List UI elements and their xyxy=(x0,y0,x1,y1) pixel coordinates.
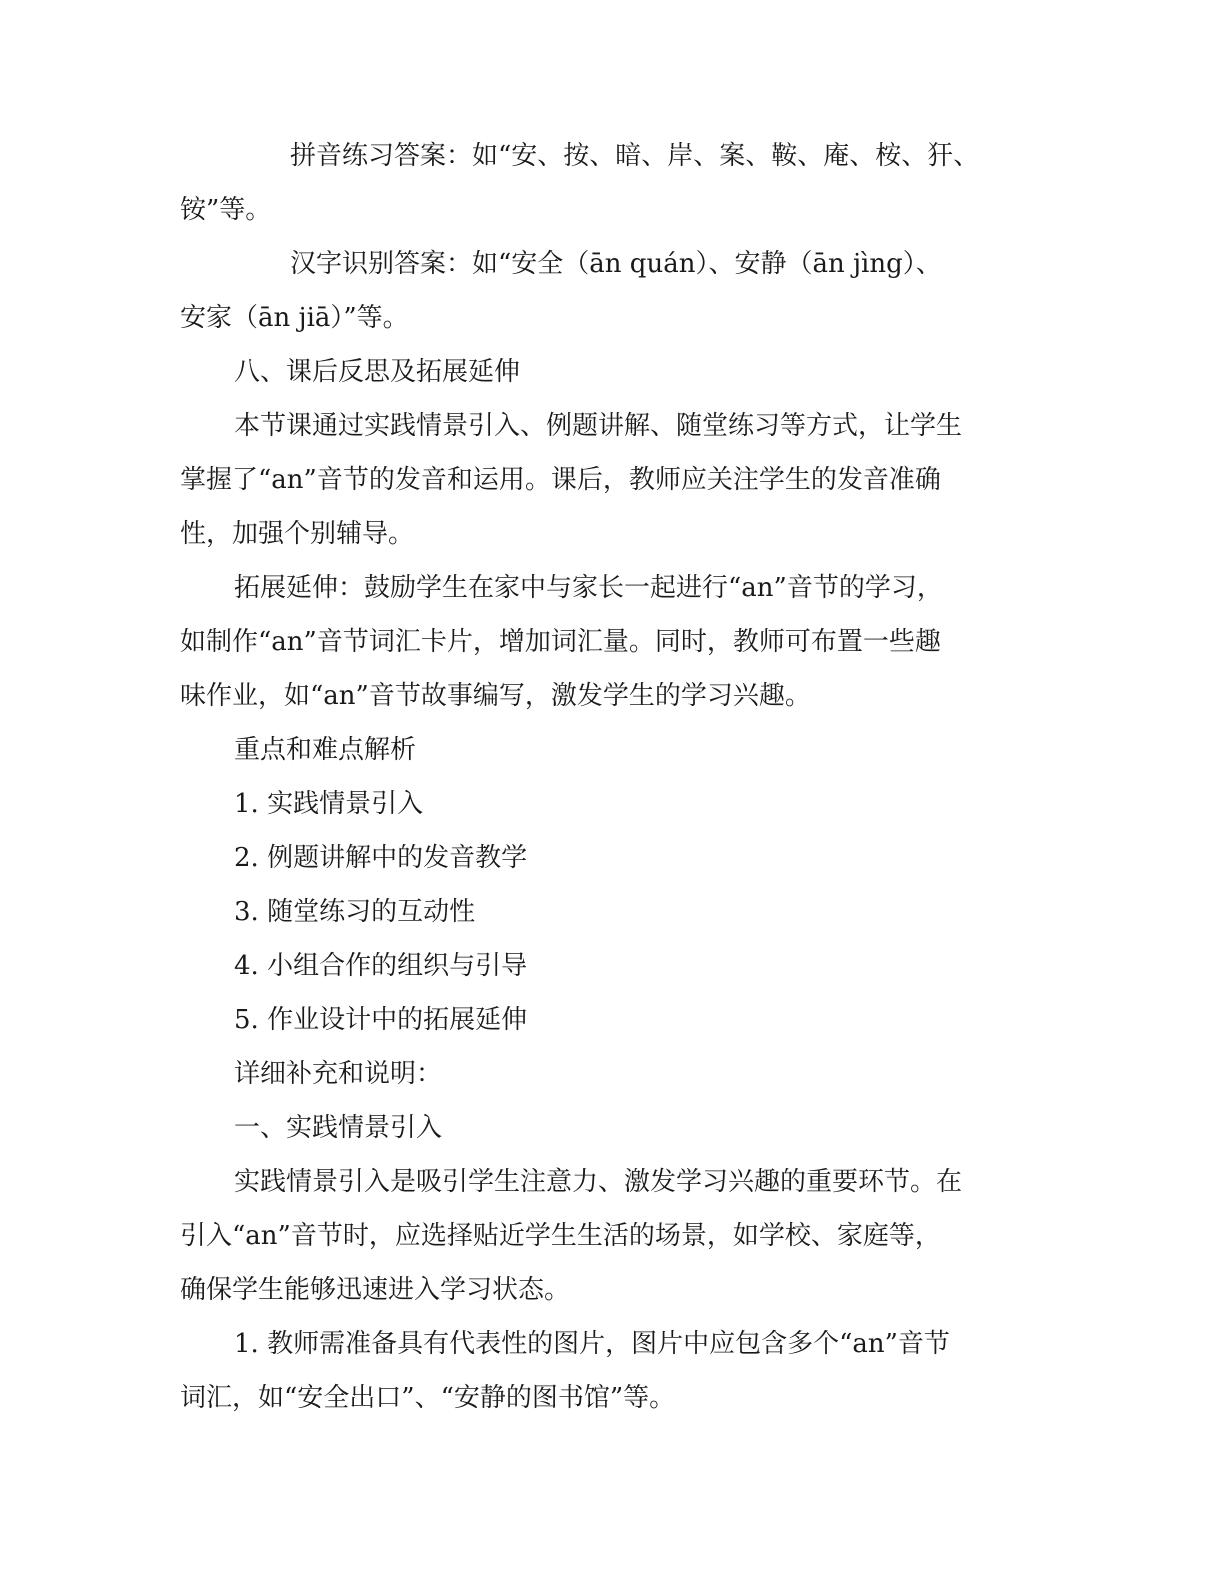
section-heading-details: 详细补充和说明： xyxy=(234,1059,443,1089)
key-point-item-3: 3. 随堂练习的互动性 xyxy=(234,897,476,927)
extension-para-line-1: 拓展延伸：鼓励学生在家中与家长一起进行“an”音节的学习， xyxy=(234,573,943,603)
reflection-para-line-2: 掌握了“an”音节的发音和运用。课后，教师应关注学生的发音准确 xyxy=(180,465,941,495)
pinyin-answer-line-1: 拼音练习答案：如“安、按、暗、岸、案、鞍、庵、桉、犴、 xyxy=(290,141,980,171)
extension-para-line-3: 味作业，如“an”音节故事编写，激发学生的学习兴趣。 xyxy=(180,681,811,711)
detail-para-line-3: 确保学生能够迅速进入学习状态。 xyxy=(180,1275,571,1305)
key-point-item-4: 4. 小组合作的组织与引导 xyxy=(234,951,528,981)
pinyin-answer-line-2: 铵”等。 xyxy=(180,195,272,225)
hanzi-answer-line-2: 安家（ān jiā）”等。 xyxy=(180,303,409,333)
key-point-item-1: 1. 实践情景引入 xyxy=(234,789,424,819)
key-point-item-2: 2. 例题讲解中的发音教学 xyxy=(234,843,528,873)
subsection-heading-1: 一、实践情景引入 xyxy=(234,1113,443,1143)
extension-para-line-2: 如制作“an”音节词汇卡片，增加词汇量。同时，教师可布置一些趣 xyxy=(180,627,941,657)
reflection-para-line-3: 性，加强个别辅导。 xyxy=(180,519,415,549)
hanzi-answer-line-1: 汉字识别答案：如“安全（ān quán）、安静（ān jìng）、 xyxy=(290,249,942,279)
detail-item-1-line-2: 词汇，如“安全出口”、“安静的图书馆”等。 xyxy=(180,1383,676,1413)
detail-para-line-1: 实践情景引入是吸引学生注意力、激发学习兴趣的重要环节。在 xyxy=(234,1167,963,1197)
detail-item-1-line-1: 1. 教师需准备具有代表性的图片，图片中应包含多个“an”音节 xyxy=(234,1329,950,1359)
section-heading-reflection: 八、课后反思及拓展延伸 xyxy=(234,357,521,387)
detail-para-line-2: 引入“an”音节时，应选择贴近学生生活的场景，如学校、家庭等， xyxy=(180,1221,941,1251)
section-heading-key-points: 重点和难点解析 xyxy=(234,735,417,765)
key-point-item-5: 5. 作业设计中的拓展延伸 xyxy=(234,1005,528,1035)
reflection-para-line-1: 本节课通过实践情景引入、例题讲解、随堂练习等方式，让学生 xyxy=(234,411,963,441)
